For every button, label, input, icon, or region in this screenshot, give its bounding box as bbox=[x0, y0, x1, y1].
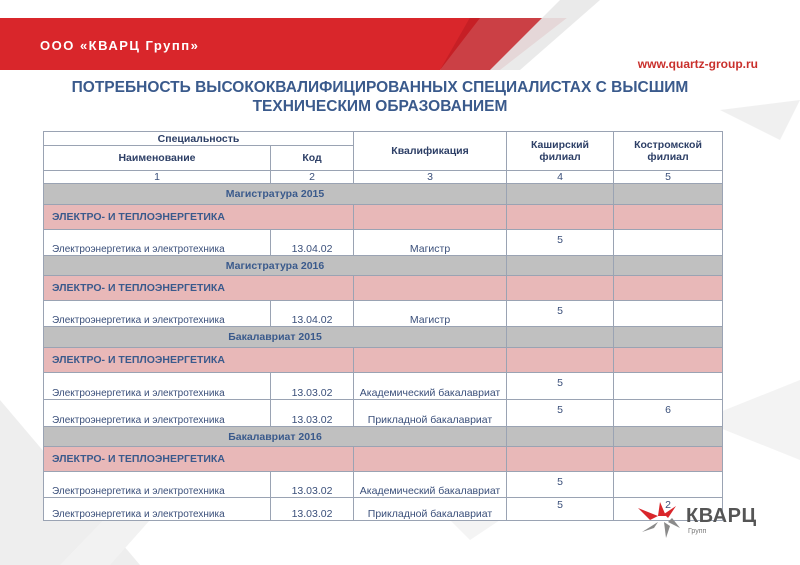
row-qualification: Академический бакалавриат bbox=[354, 373, 507, 400]
page-title: ПОТРЕБНОСТЬ ВЫСОКОКВАЛИФИЦИРОВАННЫХ СПЕЦИАЛИСТАХ С ВЫСШИМ ТЕХНИЧЕСКИМ ОБРАЗОВАНИЕМ bbox=[71, 79, 689, 115]
row-code: 13.03.02 bbox=[271, 373, 354, 400]
header-specialty: Специальность bbox=[44, 132, 354, 146]
row-kashira: 5 bbox=[507, 472, 614, 498]
row-kostroma bbox=[614, 373, 723, 400]
specialists-table bbox=[43, 131, 723, 521]
row-kashira: 5 bbox=[507, 301, 614, 327]
section-title: Бакалавриат 2015 bbox=[44, 327, 507, 348]
row-code: 13.04.02 bbox=[271, 230, 354, 256]
section-title: Магистратура 2016 bbox=[44, 256, 507, 276]
col-number: 1 bbox=[44, 171, 271, 184]
logo-subtitle: Групп bbox=[688, 528, 707, 535]
col-number: 4 bbox=[507, 171, 614, 184]
header-qualification: Квалификация bbox=[354, 132, 507, 171]
row-code: 13.03.02 bbox=[271, 472, 354, 498]
row-kashira: 5 bbox=[507, 400, 614, 427]
row-kashira: 5 bbox=[507, 498, 614, 521]
section-title: Магистратура 2015 bbox=[44, 184, 507, 205]
group-title: ЭЛЕКТРО- И ТЕПЛОЭНЕРГЕТИКА bbox=[44, 276, 354, 301]
group-title: ЭЛЕКТРО- И ТЕПЛОЭНЕРГЕТИКА bbox=[44, 348, 354, 373]
row-kostroma: 2 bbox=[614, 498, 723, 521]
row-code: 13.03.02 bbox=[271, 498, 354, 521]
row-kashira: 5 bbox=[507, 230, 614, 256]
row-kostroma bbox=[614, 230, 723, 256]
logo-name: КВАРЦ bbox=[686, 505, 757, 527]
row-kashira: 5 bbox=[507, 373, 614, 400]
row-name: Электроэнергетика и электротехника bbox=[44, 301, 271, 327]
row-qualification: Магистр bbox=[354, 230, 507, 256]
row-qualification: Прикладной бакалавриат bbox=[354, 498, 507, 521]
row-name: Электроэнергетика и электротехника bbox=[44, 472, 271, 498]
company-name: ООО «КВАРЦ Групп» bbox=[40, 38, 200, 53]
col-number: 3 bbox=[354, 171, 507, 184]
group-title: ЭЛЕКТРО- И ТЕПЛОЭНЕРГЕТИКА bbox=[44, 447, 354, 472]
row-qualification: Академический бакалавриат bbox=[354, 472, 507, 498]
row-qualification: Магистр bbox=[354, 301, 507, 327]
row-qualification: Прикладной бакалавриат bbox=[354, 400, 507, 427]
header-name: Наименование bbox=[44, 146, 271, 171]
row-kostroma bbox=[614, 301, 723, 327]
col-number: 5 bbox=[614, 171, 723, 184]
section-title: Бакалавриат 2016 bbox=[44, 427, 507, 447]
row-name: Электроэнергетика и электротехника bbox=[44, 498, 271, 521]
row-code: 13.03.02 bbox=[271, 400, 354, 427]
header-code: Код bbox=[271, 146, 354, 171]
row-code: 13.04.02 bbox=[271, 301, 354, 327]
row-kostroma bbox=[614, 472, 723, 498]
col-number: 2 bbox=[271, 171, 354, 184]
row-name: Электроэнергетика и электротехника bbox=[44, 230, 271, 256]
row-kostroma: 6 bbox=[614, 400, 723, 427]
header-kashira: Каширский филиал bbox=[507, 132, 614, 171]
group-title: ЭЛЕКТРО- И ТЕПЛОЭНЕРГЕТИКА bbox=[44, 205, 354, 230]
row-name: Электроэнергетика и электротехника bbox=[44, 400, 271, 427]
header-kostroma: Костромской филиал bbox=[614, 132, 723, 171]
website-link[interactable]: www.quartz-group.ru bbox=[637, 57, 758, 71]
row-name: Электроэнергетика и электротехника bbox=[44, 373, 271, 400]
